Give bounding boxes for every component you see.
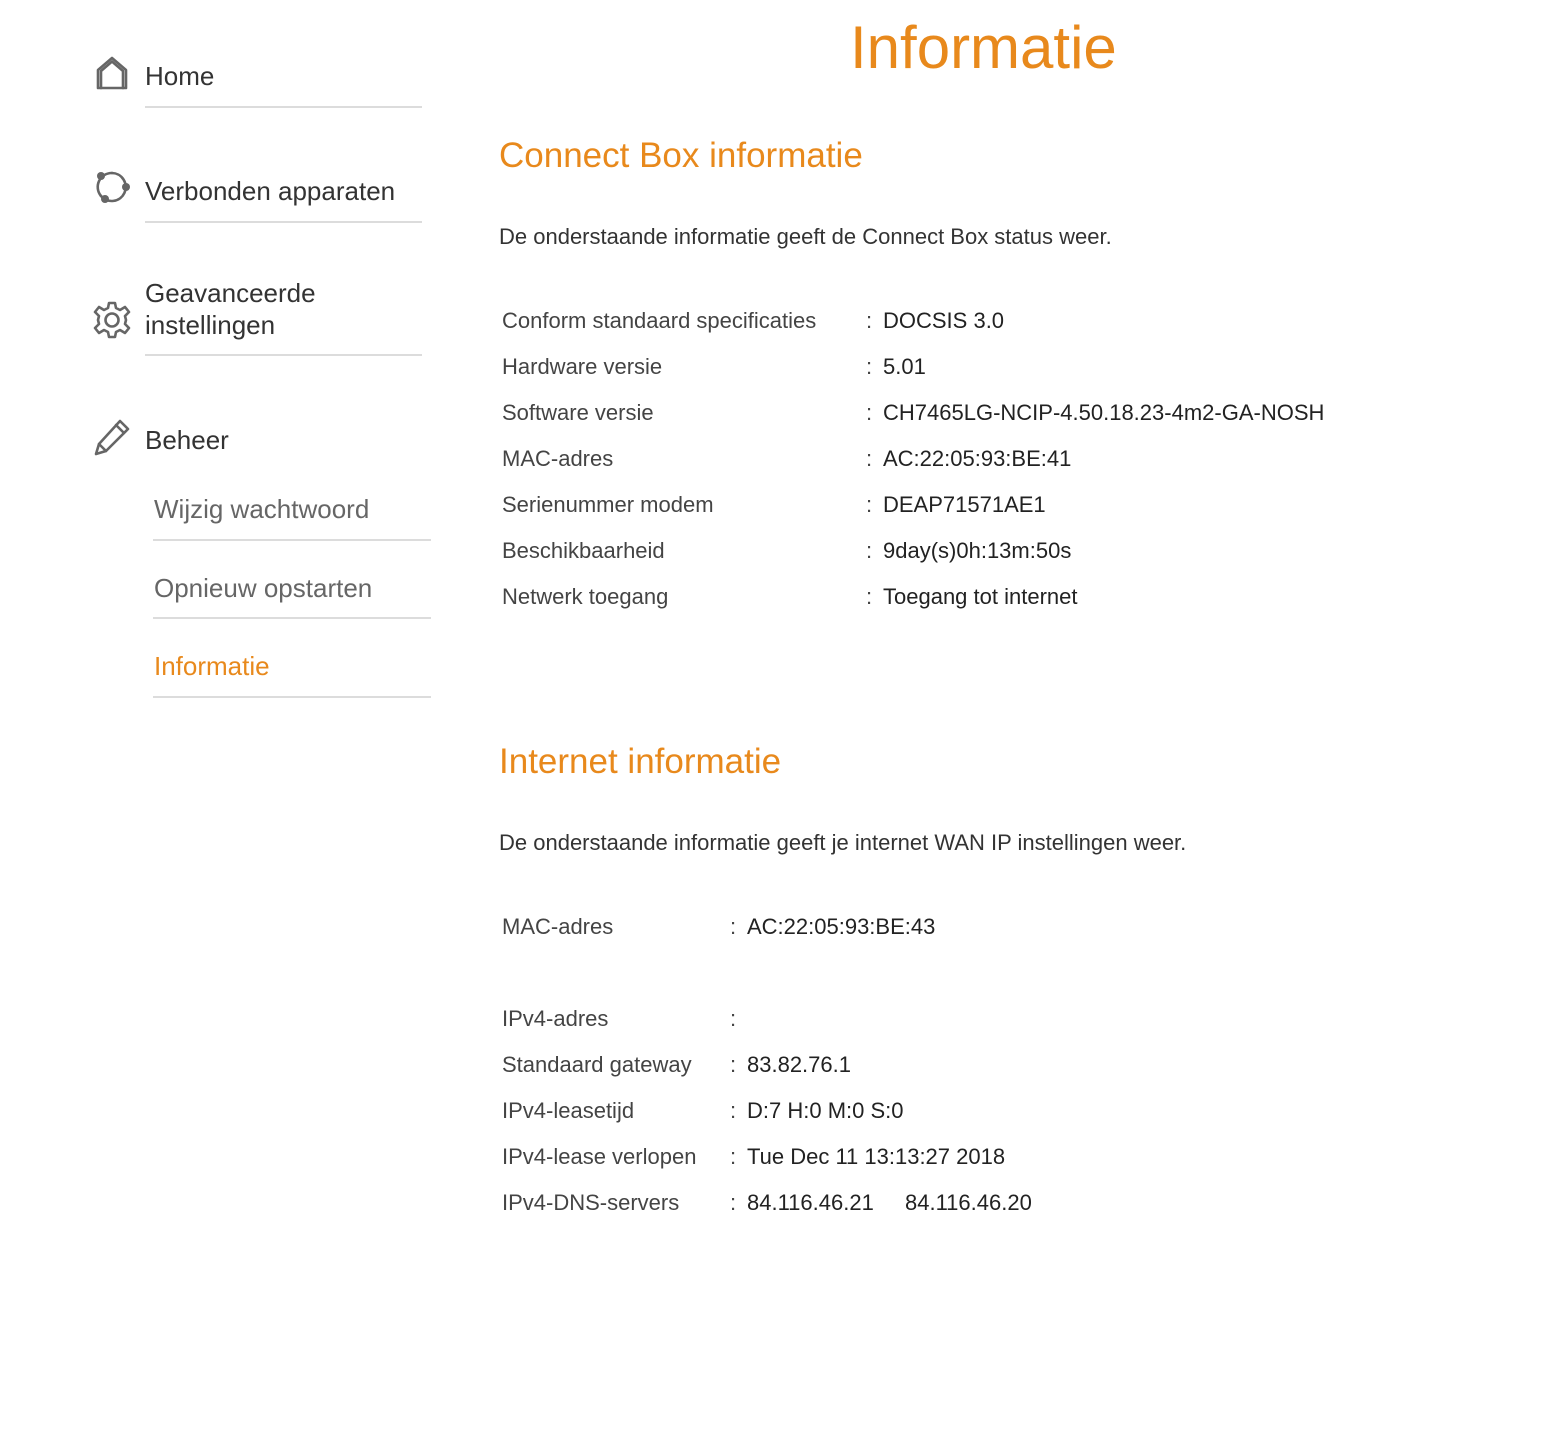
sidebar-subitem-label: Opnieuw opstarten <box>154 573 373 603</box>
sidebar-item-label: Verbonden apparaten <box>145 176 396 206</box>
sidebar-subitem-restart[interactable] <box>153 572 431 622</box>
info-key: IPv4-leasetijd <box>502 1098 635 1123</box>
sidebar-subitem-change-password[interactable] <box>153 493 431 543</box>
info-separator: : <box>730 1190 737 1215</box>
info-key: Hardware versie <box>502 354 663 379</box>
info-value: AC:22:05:93:BE:41 <box>883 446 1072 471</box>
sidebar-item-advanced-settings[interactable] <box>92 277 422 357</box>
info-key: Standaard gateway <box>502 1052 692 1077</box>
info-separator: : <box>866 354 873 379</box>
sidebar-item-beheer[interactable] <box>92 415 422 465</box>
info-value: Tue Dec 11 13:13:27 2018 <box>747 1144 1006 1169</box>
info-key: Serienummer modem <box>502 492 714 517</box>
info-value: 9day(s)0h:13m:50s <box>883 538 1072 563</box>
info-value-dns-primary: 84.116.46.21 <box>747 1190 874 1215</box>
info-separator: : <box>866 584 873 609</box>
connected-devices-icon <box>92 167 132 207</box>
divider <box>145 106 422 108</box>
sidebar <box>0 0 450 1432</box>
gear-icon <box>92 300 132 340</box>
divider <box>145 354 422 356</box>
internet-section-description: De onderstaande informatie geeft je internet WAN IP instellingen weer. <box>499 830 1187 855</box>
info-separator: : <box>866 446 873 471</box>
info-key: Netwerk toegang <box>502 584 669 609</box>
sidebar-subitem-label: Wijzig wachtwoord <box>154 494 370 524</box>
info-key: IPv4-adres <box>502 1006 609 1031</box>
info-value: 83.82.76.1 <box>747 1052 851 1077</box>
sidebar-item-label-line2: instellingen <box>145 310 276 340</box>
info-key: Software versie <box>502 400 654 425</box>
info-separator: : <box>730 1144 737 1169</box>
divider <box>145 221 422 223</box>
internet-section-title: Internet informatie <box>499 742 782 781</box>
home-icon <box>92 52 132 92</box>
info-separator: : <box>730 1098 737 1123</box>
sidebar-item-home[interactable] <box>92 50 422 110</box>
sidebar-item-connected-devices[interactable] <box>92 165 422 225</box>
info-separator: : <box>866 400 873 425</box>
sidebar-item-label: Home <box>145 61 215 91</box>
sidebar-item-label: Beheer <box>145 425 229 455</box>
info-separator: : <box>866 538 873 563</box>
info-key: IPv4-lease verlopen <box>502 1144 697 1169</box>
page-title-text: Informatie <box>850 14 1117 81</box>
sidebar-item-label-line1: Geavanceerde <box>145 278 316 308</box>
info-key: Beschikbaarheid <box>502 538 665 563</box>
sidebar-subitem-label-active: Informatie <box>154 651 270 681</box>
info-value-dns-secondary: 84.116.46.20 <box>905 1190 1032 1215</box>
pencil-icon <box>92 417 132 457</box>
info-value: 5.01 <box>883 354 926 379</box>
info-separator: : <box>730 1006 737 1031</box>
info-separator: : <box>866 308 873 333</box>
divider <box>153 617 431 619</box>
info-key: MAC-adres <box>502 446 614 471</box>
info-value: CH7465LG-NCIP-4.50.18.23-4m2-GA-NOSH <box>883 400 1325 425</box>
sidebar-subitem-informatie[interactable] <box>153 650 431 700</box>
divider <box>153 696 431 698</box>
info-separator: : <box>730 914 737 939</box>
info-value: D:7 H:0 M:0 S:0 <box>747 1098 904 1123</box>
info-key: Conform standaard specificaties <box>502 308 817 333</box>
info-value: AC:22:05:93:BE:43 <box>747 914 936 939</box>
connect-box-section-title: Connect Box informatie <box>499 136 863 175</box>
info-separator: : <box>866 492 873 517</box>
divider <box>153 539 431 541</box>
info-key: IPv4-DNS-servers <box>502 1190 680 1215</box>
connect-box-section-description: De onderstaande informatie geeft de Connect Box status weer. <box>499 224 1112 249</box>
info-value: DEAP71571AE1 <box>883 492 1046 517</box>
info-key: MAC-adres <box>502 914 614 939</box>
info-value: DOCSIS 3.0 <box>883 308 1005 333</box>
info-separator: : <box>730 1052 737 1077</box>
info-value: Toegang tot internet <box>883 584 1078 609</box>
